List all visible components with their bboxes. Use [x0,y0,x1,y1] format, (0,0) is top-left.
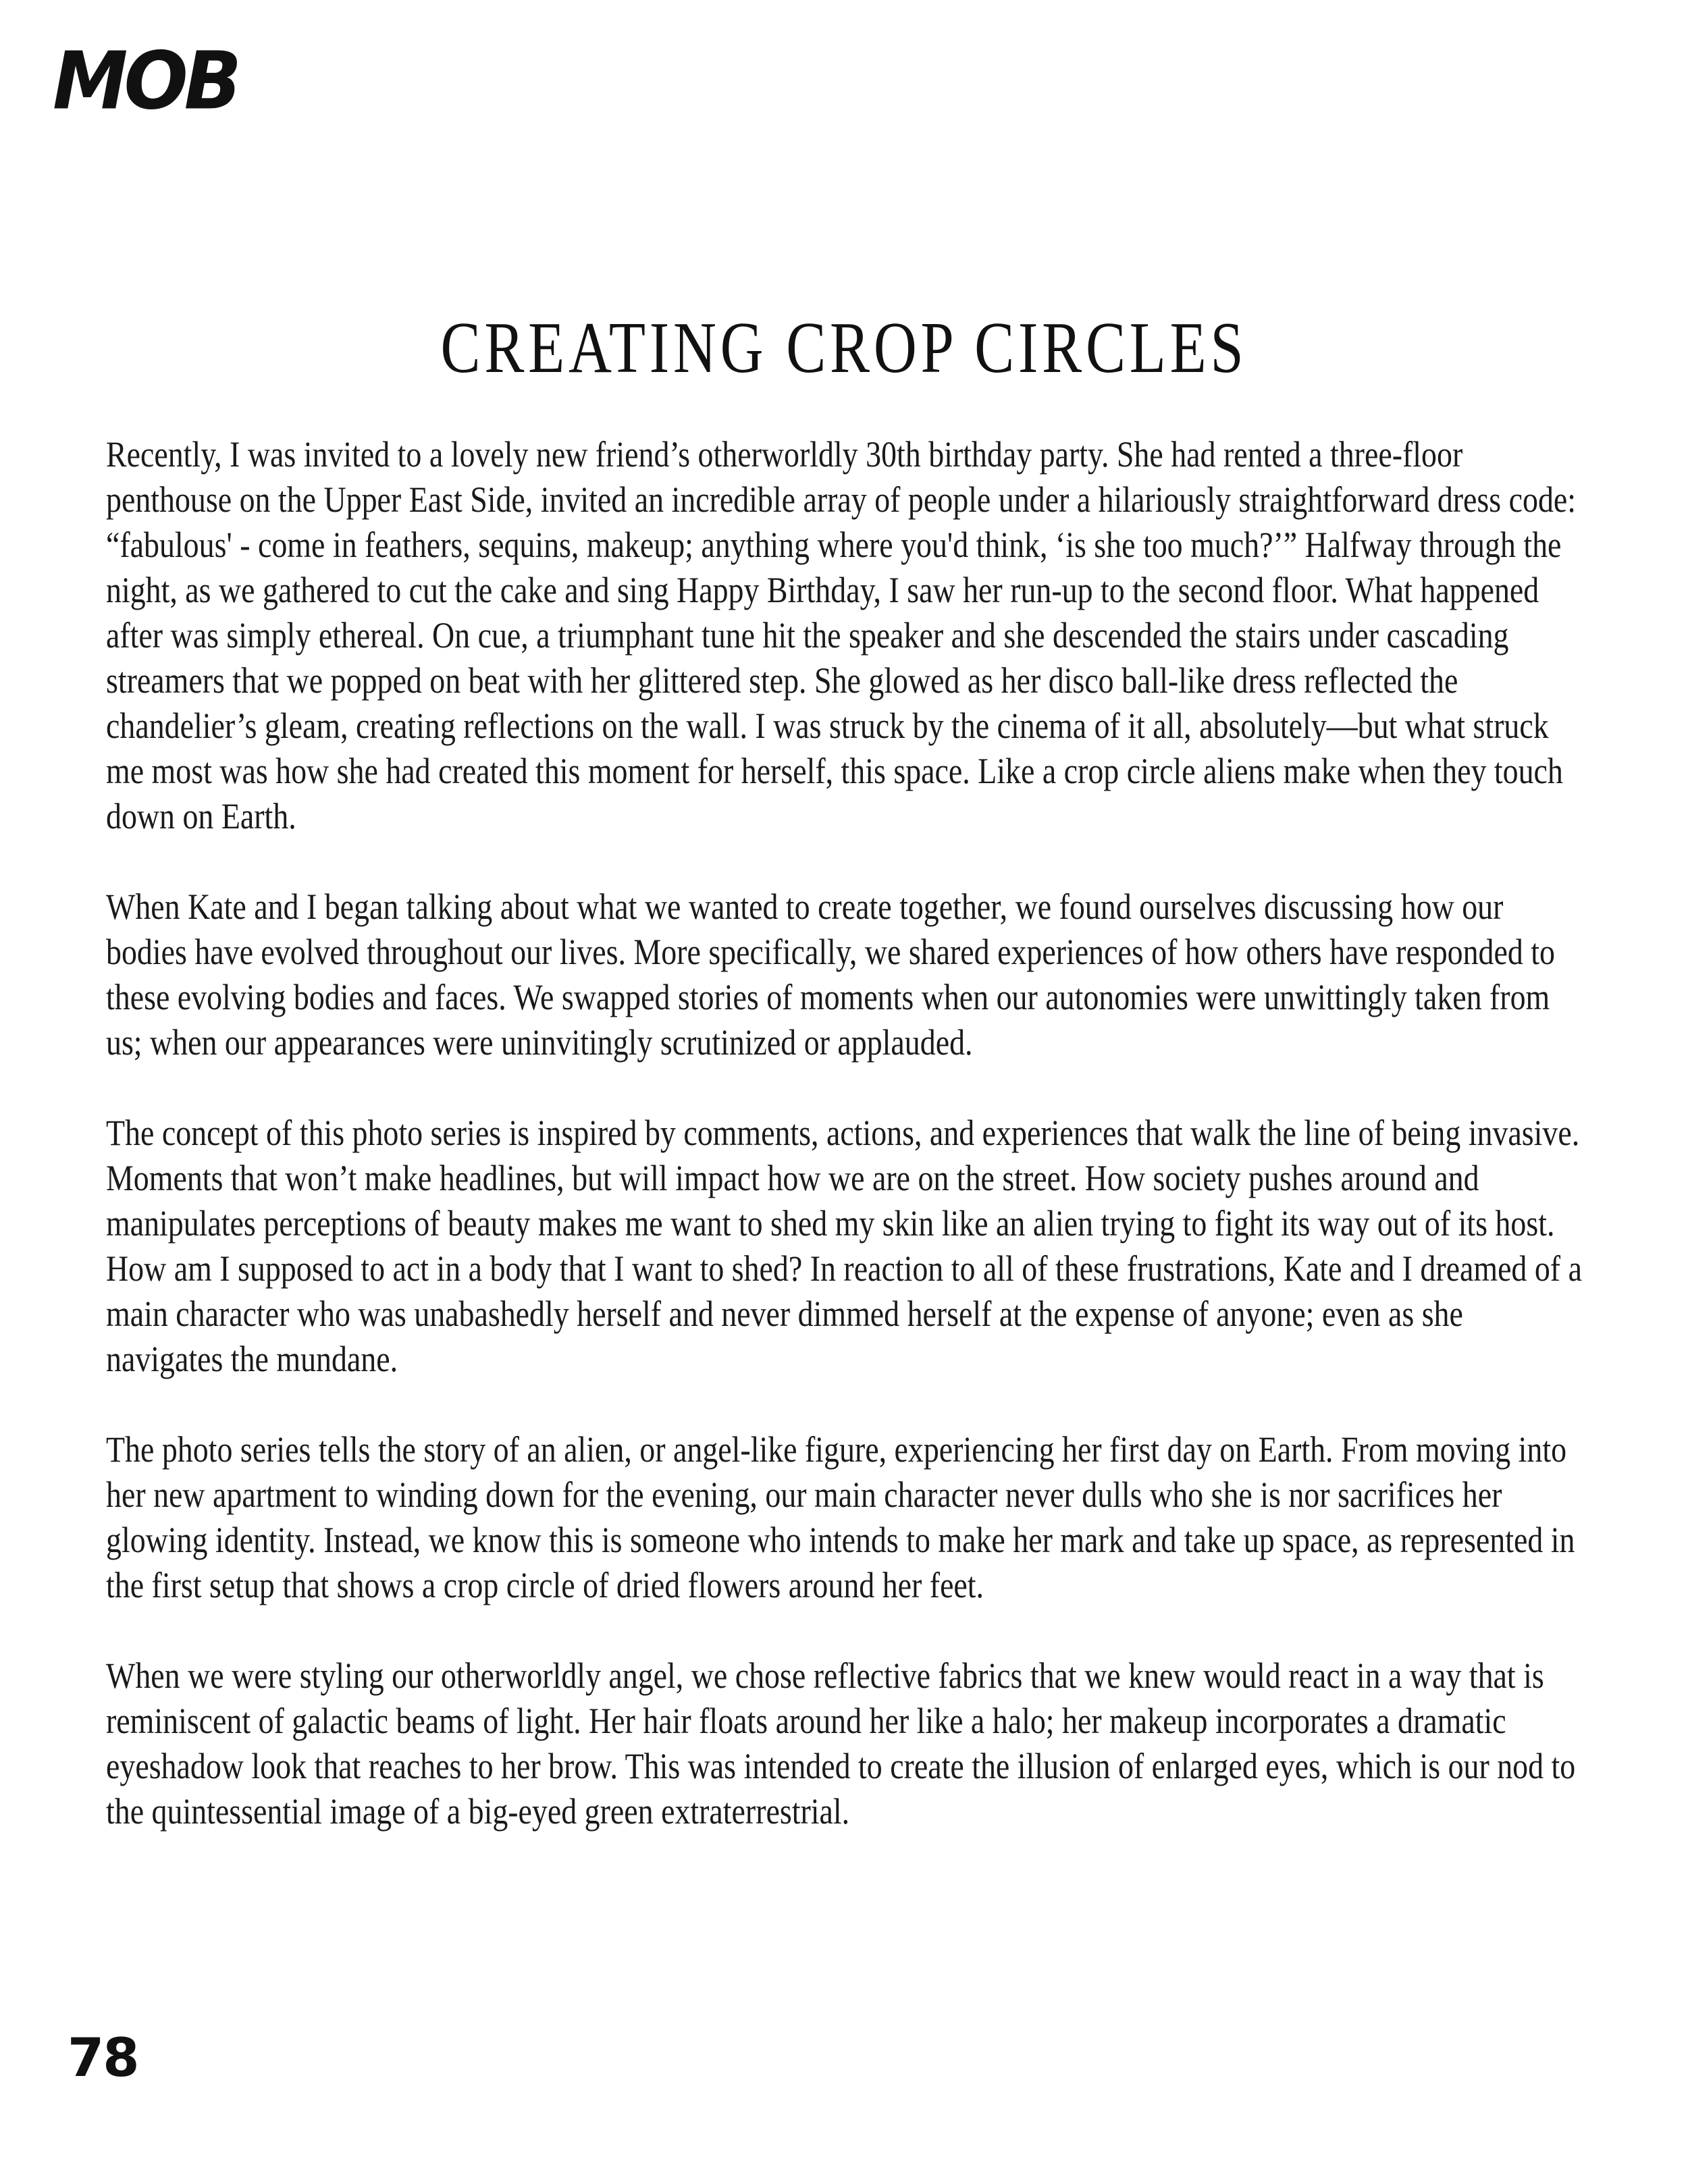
paragraph-4: The photo series tells the story of an alien, or angel-like figure, experiencing her first day on Earth. From moving into her new apartment to winding down for the evening, our main character never dulls who she is nor sacrifices her glowing identity. Instead, we know this is someone who intends to make her mark and take up space, as represented in the first setup that shows a crop circle of dried flowers around her feet. [106,1429,1575,1605]
magazine-logo: MOB [53,35,238,128]
paragraph-2: When Kate and I began talking about what we wanted to create together, we found ourselves discussing how our bodies have evolved throughout our lives. More specifically, we shared experiences of how others have responded to these evolving bodies and faces. We swapped stories of moments when our autonomies were unwittingly taken from us; when our appearances were uninvitingly scrutinized or applauded. [106,886,1556,1063]
paragraph-5: When we were styling our otherworldly angel, we chose reflective fabrics that we knew would react in a way that is reminiscent of galactic beams of light. Her hair floats around her like a halo; her makeup incorporates a dramatic eyeshadow look that reaches to her brow. This was intended to create the illusion of enlarged eyes, which is our nod to the quintessential image of a big-eyed green extraterrestrial. [106,1655,1576,1832]
article-body [106,432,1585,1880]
paragraph-3: The concept of this photo series is inspired by comments, actions, and experiences that walk the line of being invasive. Moments that won’t make headlines, but will impact how we are on the street. How society pushes around and manipulates perceptions of beauty makes me want to shed my skin like an alien trying to fight its way out of its host. How am I supposed to act in a body that I want to shed? In reaction to all of these frustrations, Kate and I dreamed of a main character who was unabashedly herself and never dimmed herself at the expense of anyone; even as she navigates the mundane. [106,1113,1582,1379]
article-title: CREATING CROP CIRCLES [440,308,1248,388]
paragraph-1: Recently, I was invited to a lovely new friend’s otherworldly 30th birthday party. She had rented a three-floor penthouse on the Upper East Side, invited an incredible array of people under a hilariously straightforward dress code: “fabulous' - come in feathers, sequins, makeup; anything where you'd think, ‘is she too much?’” Halfway through the night, as we gathered to cut the cake and sing Happy Birthday, I saw her run-up to the second floor. What happened after was simply ethereal. On cue, a triumphant tune hit the speaker and she descended the stairs under cascading streamers that we popped on beat with her glittered step. She glowed as her disco ball-like dress reflected the chandelier’s gleam, creating reflections on the wall. I was struck by the cinema of it all, absolutely—but what struck me most was how she had created this moment for herself, this space. Like a crop circle aliens make when they touch down on Earth. [106,434,1577,836]
page-number: 78 [68,2028,138,2089]
